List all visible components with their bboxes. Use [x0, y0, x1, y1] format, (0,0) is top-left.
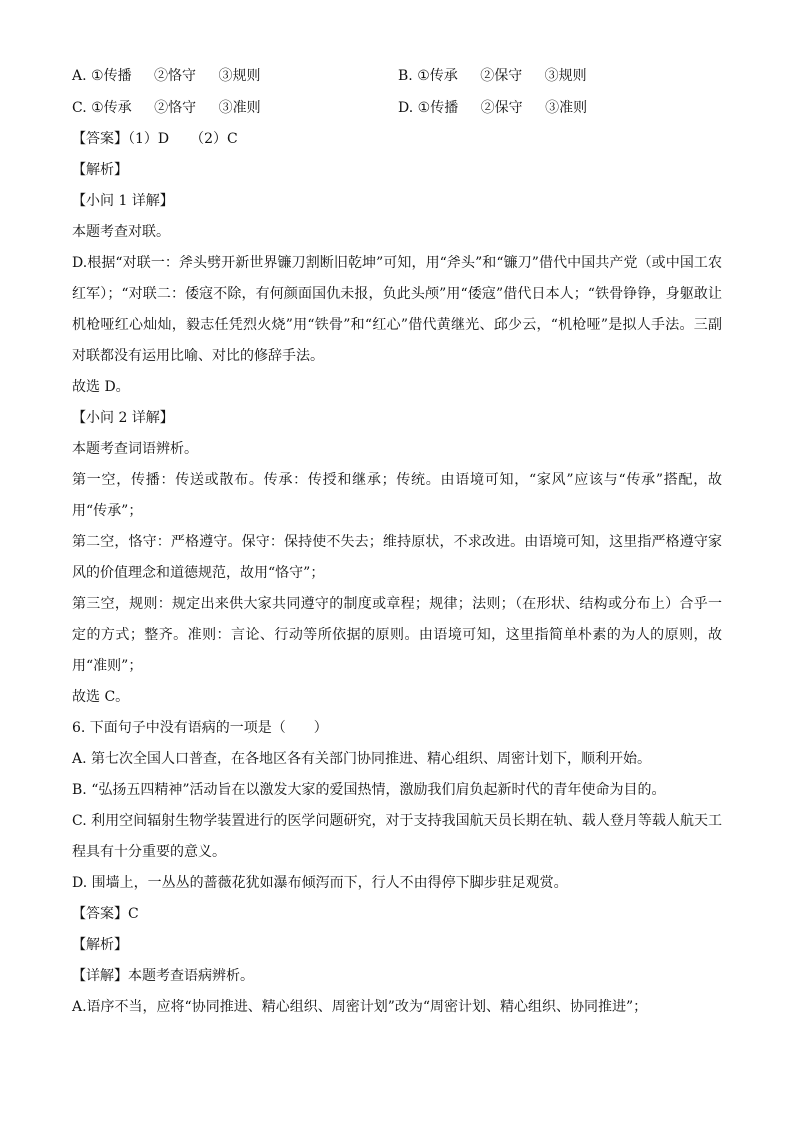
- option-label: D.: [398, 100, 414, 116]
- question-6-stem: 6. 下面句子中没有语病的一项是（ ）: [72, 720, 328, 736]
- option-item: ③规则: [544, 68, 587, 84]
- sub2-intro: 本题考查词语辨析。: [72, 441, 198, 457]
- answer-tag: 【答案】: [72, 906, 128, 922]
- q6-option-a: A. 第七次全国人口普查，在各地区各有关部门协同推进、精心组织、周密计划下，顺利开始。: [72, 751, 652, 767]
- option-c: [72, 98, 261, 118]
- option-label: A.: [72, 68, 87, 84]
- detail-line: [72, 966, 254, 986]
- option-b: [398, 66, 587, 86]
- sub2-blank2: 第二空，恪守：严格遵守。保守：保持使不失去；维持原状，不求改进。由语境可知，这里指严格遵守家风的价值理念和道德规范，故用“恪守”；: [72, 534, 722, 581]
- answer-tag: 【答案】: [72, 131, 128, 147]
- option-item: ①传承: [91, 100, 132, 116]
- q6-option-d: D. 围墙上，一丛丛的蔷薇花犹如瀑布倾泻而下，行人不由得停下脚步驻足观赏。: [72, 875, 568, 891]
- q6-option-c: C. 利用空间辐射生物学装置进行的医学问题研究，对于支持我国航天员长期在轨、载人登月等载人航天工程具有十分重要的意义。: [72, 813, 722, 860]
- sub2-blank3: 第三空，规则：规定出来供大家共同遵守的制度或章程；规律；法则；（在形状、结构或分布上）合乎一定的方式；整齐。准则：言论、行动等所依据的原则。由语境可知，这里指简单朴素的为人的原则，故用“准则”；: [72, 596, 722, 674]
- detail-option-a: A.语序不当，应将“协同推进、精心组织、周密计划”改为“周密计划、精心组织、协同推进”；: [72, 999, 648, 1015]
- sub1-conclusion: 故选 D。: [72, 379, 130, 395]
- option-item: ③规则: [218, 68, 261, 84]
- option-item: ③准则: [545, 100, 588, 116]
- detail-tag: 【详解】: [72, 968, 128, 984]
- sub2-conclusion: 故选 C。: [72, 689, 130, 705]
- sub1-body: D.根据“对联一：斧头劈开新世界镰刀割断旧乾坤”可知，用“斧头”和“镰刀”借代中国共产党（或中国工农红军）；“对联二：倭寇不除，有何颜面国仇未报，负此头颅”用“倭寇”借代日本人；“铁骨铮铮，身躯敢让机枪哑红心灿灿，毅志任凭烈火烧”用“铁骨”和“红心”借代黄继光、邱少云，“机枪哑”是拟人手法。三副对联都没有运用比喻、对比的修辞手法。: [72, 255, 722, 364]
- option-label: B.: [398, 68, 413, 84]
- option-a: [72, 66, 260, 86]
- option-label: C.: [72, 100, 87, 116]
- option-item: ①传播: [417, 100, 459, 116]
- sub1-heading: 【小问 1 详解】: [72, 193, 174, 209]
- option-d: [398, 98, 587, 118]
- analysis-heading-1: 【解析】: [72, 162, 128, 178]
- answer-text: （1）D （2）C: [128, 131, 238, 147]
- option-item: ②保守: [480, 100, 523, 116]
- answer-line-2: [72, 904, 139, 924]
- analysis-heading-2: 【解析】: [72, 937, 128, 953]
- option-item: ②恪守: [154, 100, 197, 116]
- q6-option-b: B. “弘扬五四精神”活动旨在以激发大家的爱国热情，激励我们肩负起新时代的青年使命为目的。: [72, 782, 666, 798]
- option-item: ②恪守: [154, 68, 197, 84]
- sub1-intro: 本题考查对联。: [72, 224, 170, 240]
- answer-line-1: [72, 129, 238, 149]
- answer-text: C: [128, 906, 139, 922]
- option-item: ①传播: [91, 68, 132, 84]
- option-item: ②保守: [480, 68, 523, 84]
- detail-text: 本题考查语病辨析。: [128, 968, 254, 984]
- sub2-blank1: 第一空，传播：传送或散布。传承：传授和继承；传统。由语境可知，“家风”应该与“传承”搭配，故用“传承”；: [72, 472, 722, 519]
- sub2-heading: 【小问 2 详解】: [72, 410, 174, 426]
- option-item: ①传承: [417, 68, 458, 84]
- option-item: ③准则: [218, 100, 261, 116]
